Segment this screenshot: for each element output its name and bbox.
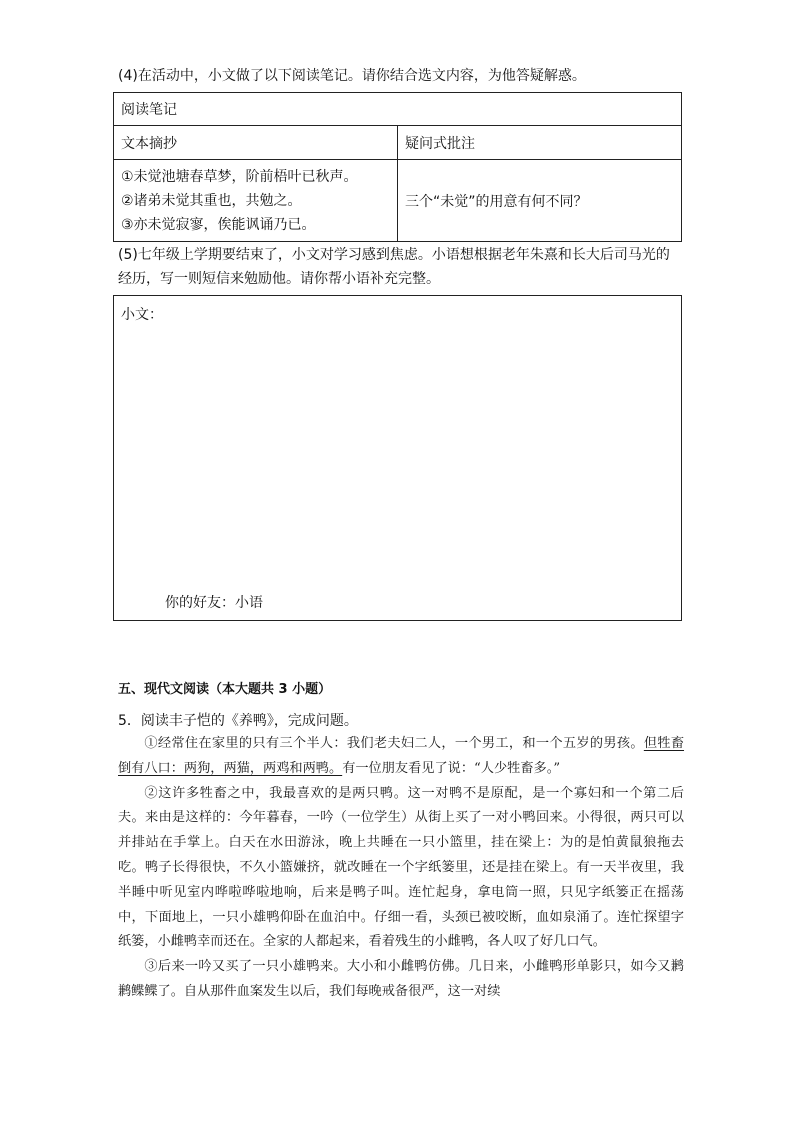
section-heading: 五、现代文阅读（本大题共 3 小题） — [118, 682, 332, 697]
message-greeting: 小文： — [121, 307, 163, 323]
passage-paragraph-2: ②这许多牲畜之中，我最喜欢的是两只鸭。这一对鸭不是原配，是一个寡妇和一个第二后夫。来由是这样的：今年暮春，一吟（一位学生）从街上买了一对小鸭回来。小得很，两只可以并排站在手掌上。白天在水田游泳，晚上共睡在一只小篮里，挂在梁上：为的是怕黄鼠狼拖去吃。鸭子长得很快，不久小篮嫌挤，就改睡在一个字纸篓里，还是挂在梁上。有一天半夜里，我半睡中听见室内哗啦哗啦地响，后来是鸭子叫。连忙起身，拿电筒一照，只见字纸篓正在摇荡中，下面地上，一只小雄鸭仰卧在血泊中。仔细一看，头颈已被咬断，血如泉涌了。连忙探望字纸篓，小雌鸭幸而还在。全家的人都起来，看着残生的小雌鸭，各人叹了好几口气。 — [118, 785, 684, 950]
excerpt-cell — [114, 160, 398, 242]
question-4-prompt: (4)在活动中，小文做了以下阅读笔记。请你结合选文内容，为他答疑解惑。 — [118, 68, 586, 84]
message-signature: 你的好友：小语 — [165, 595, 263, 611]
question-5-prompt: (5)七年级上学期要结束了，小文对学习感到焦虑。小语想根据老年朱熹和长大后司马光的经历，写一则短信来勉励他。请你帮小语补充完整。 — [118, 247, 670, 287]
reading-notes-table — [113, 92, 682, 242]
passage-text: ①经常住在家里的只有三个半人：我们老夫妇二人，一个男工，和一个五岁的男孩。 — [144, 736, 644, 751]
quote-line: ②诸弟未觉其重也，共勉之。 — [121, 192, 302, 209]
notes-table-title: 阅读笔记 — [114, 93, 682, 126]
quote-line: ③亦未觉寂寥，俟能讽诵乃已。 — [121, 216, 316, 233]
passage-paragraph-1 — [118, 732, 684, 782]
quote-line: ①未觉池塘春草梦，阶前梧叶已秋声。 — [121, 168, 358, 185]
annotation-cell: 三个“未觉”的用意有何不同？ — [398, 160, 682, 242]
reading-passage — [118, 732, 684, 1005]
underlined-sentence: 但牲畜倒有八口：两狗，两猫，两鸡和两鸭。 — [118, 736, 685, 776]
excerpt-column-header: 文本摘抄 — [114, 126, 398, 160]
passage-paragraph-3: ③后来一吟又买了一只小雄鸭来。大小和小雌鸭仿佛。几日来，小雌鸭形单影只，如今又鹣鹣鲽鲽了。自从那件血案发生以后，我们每晚戒备很严，这一对续 — [118, 959, 684, 999]
question-prompt: 5．阅读丰子恺的《养鸭》，完成问题。 — [118, 713, 358, 729]
passage-text: 有一位朋友看见了说：“人少牲畜多。” — [342, 760, 561, 776]
annotation-column-header: 疑问式批注 — [398, 126, 682, 160]
message-answer-box[interactable] — [113, 295, 682, 621]
